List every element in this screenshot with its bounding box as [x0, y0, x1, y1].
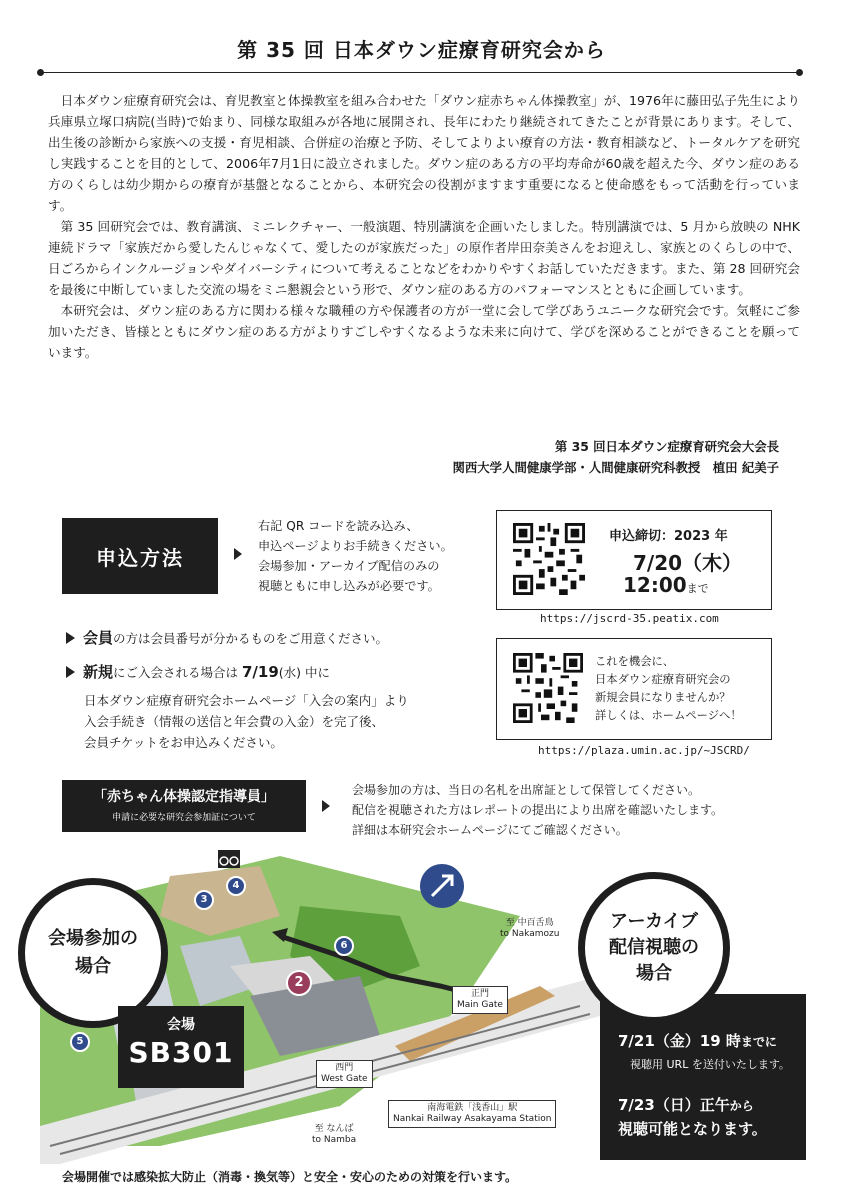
apply-heading: 申込方法 — [62, 518, 218, 594]
station-en: Nankai Railway Asakayama Station — [393, 1114, 552, 1124]
deadline-time — [623, 573, 709, 597]
venue-room-box — [118, 1006, 244, 1088]
apply-line-3: 会場参加・アーカイブ配信のみの — [258, 559, 440, 573]
join-text — [595, 653, 742, 725]
member-note — [66, 628, 388, 649]
apply-url-link[interactable]: https://jscrd-35.peatix.com — [540, 612, 719, 625]
nakamozu-en: to Nakamozu — [500, 929, 560, 939]
building-4-marker: 4 — [226, 876, 246, 896]
main-gate-jp: 正門 — [470, 989, 489, 999]
nakamozu-jp: 至 中百舌鳥 — [505, 918, 554, 928]
archive-note-1: 視聴用 URL を送付いたします。 — [630, 1058, 790, 1071]
baby-instructor-box — [62, 780, 306, 832]
intro-paragraph-3: 本研究会は、ダウン症のある方に関わる様々な職種の方や保護者の方が一堂に会して学びあうユニークな研究会です。気軽にご参加いただき、皆様とともにダウン症のある方がよりすごしやすくなるような未来に向けて、学びを深めることができることを願っています。 — [48, 303, 800, 360]
new-member-note — [66, 662, 330, 683]
apply-instructions — [258, 516, 488, 596]
building-5-marker: 5 — [70, 1032, 90, 1052]
namba-en: to Namba — [312, 1135, 357, 1145]
page-title: 第 35 回 日本ダウン症療育研究会から — [237, 38, 606, 62]
attendance-note — [352, 780, 723, 840]
qr-code-apply-icon[interactable] — [513, 523, 585, 595]
archive-date-1 — [618, 1030, 777, 1051]
west-gate-en: West Gate — [321, 1074, 368, 1084]
station-label — [388, 1100, 556, 1128]
main-gate-label — [452, 986, 508, 1014]
signature-name: 関西大学人間健康学部・人間健康研究科教授 植田 紀美子 — [452, 460, 779, 475]
venue-circle-line-1: 会場参加の — [48, 928, 138, 949]
archive-date-2-suffix: から — [729, 1099, 754, 1113]
west-gate-label — [316, 1060, 373, 1088]
archive-circle-line-1: アーカイブ — [609, 911, 699, 932]
main-gate-en: Main Gate — [457, 1000, 503, 1010]
join-line-2: 日本ダウン症療育研究会の — [595, 673, 731, 686]
building-6-marker: 6 — [334, 936, 354, 956]
archive-viewing-circle — [578, 872, 730, 1024]
archive-circle-line-2: 配信視聴の — [609, 937, 699, 958]
apply-line-2: 申込ページよりお手続きください。 — [258, 539, 453, 553]
baby-instructor-title: 「赤ちゃん体操認定指導員」 — [93, 789, 275, 805]
archive-date-1-suffix: までに — [740, 1035, 777, 1049]
map-label-namba — [312, 1124, 356, 1146]
new-member-line-1: 日本ダウン症療育研究会ホームページ「入会の案内」より — [84, 693, 409, 708]
qr-code-join-icon[interactable] — [513, 653, 583, 723]
archive-circle-line-3: 場合 — [636, 963, 672, 984]
member-keyword: 会員 — [83, 629, 114, 647]
new-member-weekday: (水) — [278, 665, 302, 680]
join-line-1: これを機会に、 — [595, 655, 675, 668]
apply-line-4: 視聴ともに申し込みが必要です。 — [258, 579, 440, 593]
namba-jp: 至 なんば — [314, 1124, 354, 1134]
intro-paragraph-2: 第 35 回研究会では、教育講演、ミニレクチャー、一般演題、特別講演を企画いたしました。特別講演では、5 月から放映の NHK 連続ドラマ「家族だから愛したんじゃなくて、愛したのが家族だった」の原作者岸田奈美さんをお迎えし、家族とのくらしの中で、日ごろからインクルージョンやダイバーシティについて考えることなどをわかりやすくお話していただきます。また、第 28 回研究会を最後に中断していました交流の場をミニ懇親会という形で、ダウン症のある方のパフォーマンスとともに企画しています。 — [48, 219, 800, 297]
station-jp: 南海電鉄「浅香山」駅 — [427, 1103, 518, 1113]
new-member-line-3: 会員チケットをお申込みください。 — [84, 735, 283, 750]
building-3-marker: 3 — [194, 890, 214, 910]
signature-title: 第 35 回日本ダウン症療育研究会大会長 — [554, 439, 779, 454]
intro-text — [48, 90, 800, 363]
archive-date-2-value: 7/23（日）正午 — [618, 1096, 730, 1114]
bullet-triangle-icon — [66, 632, 75, 644]
bullet-triangle-icon — [66, 666, 75, 678]
member-text: の方は会員番号が分かるものをご用意ください。 — [113, 631, 389, 646]
venue-circle-line-2: 場合 — [75, 956, 111, 977]
attendance-line-2: 配信を視聴された方はレポートの提出により出席を確認いたします。 — [352, 803, 724, 817]
venue-room-name: SB301 — [128, 1036, 234, 1069]
apply-line-1: 右記 QR コードを読み込み、 — [258, 519, 419, 533]
new-member-detail — [84, 690, 484, 753]
building-2-marker: 2 — [286, 970, 312, 996]
archive-date-1-value: 7/21（金）19 時 — [618, 1032, 741, 1050]
arrow-right-icon — [234, 548, 242, 560]
deadline-time-suffix: まで — [686, 582, 709, 595]
deadline-box — [496, 510, 772, 610]
footer-note: 会場開催では感染拡大防止（消毒・換気等）と安全・安心のための対策を行います。 — [62, 1170, 518, 1184]
arrow-right-icon — [322, 800, 330, 812]
archive-note-2: 視聴可能となります。 — [618, 1120, 767, 1138]
new-member-date: 7/19 — [242, 663, 279, 681]
new-member-line-2: 入会手続き（情報の送信と年会費の入金）を完了後、 — [84, 714, 385, 729]
signature — [453, 436, 779, 478]
baby-instructor-subtitle: 申請に必要な研究会参加証について — [112, 813, 256, 823]
new-member-text: にご入会される場合は — [113, 665, 242, 680]
map-label-nakamozu — [500, 918, 559, 940]
attendance-line-1: 会場参加の方は、当日の名札を出席証として保管してください。 — [352, 783, 701, 797]
venue-room-label: 会場 — [167, 1017, 195, 1033]
archive-date-2 — [618, 1094, 754, 1115]
join-line-4: 詳しくは、ホームページへ！ — [595, 709, 742, 722]
west-gate-jp: 西門 — [335, 1063, 354, 1073]
new-member-keyword: 新規 — [83, 663, 114, 681]
join-box — [496, 638, 772, 740]
title-divider — [40, 72, 800, 73]
join-line-3: 新規会員になりませんか？ — [595, 691, 731, 704]
homepage-url-link[interactable]: https://plaza.umin.ac.jp/~JSCRD/ — [538, 744, 750, 757]
deadline-label: 申込締切：2023 年 — [609, 529, 728, 544]
deadline-date: 7/20（木） — [633, 551, 743, 575]
deadline-time-value: 12:00 — [623, 573, 687, 597]
attendance-line-3: 詳細は本研究会ホームページにてご確認ください。 — [352, 823, 628, 837]
new-member-text-tail: 中に — [301, 665, 331, 680]
intro-paragraph-1: 日本ダウン症療育研究会は、育児教室と体操教室を組み合わせた「ダウン症赤ちゃん体操教室」が、1976年に藤田弘子先生により兵庫県立塚口病院(当時)で始まり、同様な取組みが各地に展開され、長年にわたり継続されてきたことが背景にあります。そして、出生後の診断から家族への支援・育児相談、合併症の治療と予防、そしてよりよい療育の方法・教育相談など、トータルケアを研究し実践することを目的として、2006年7月1日に設立されました。ダウン症のある方の平均寿命が60歳を超えた今、ダウン症のある方のくらしは幼少期からの療育が基盤となることから、本研究会の役割がますます重要になると使命感をもって活動を行っています。 — [48, 93, 801, 213]
